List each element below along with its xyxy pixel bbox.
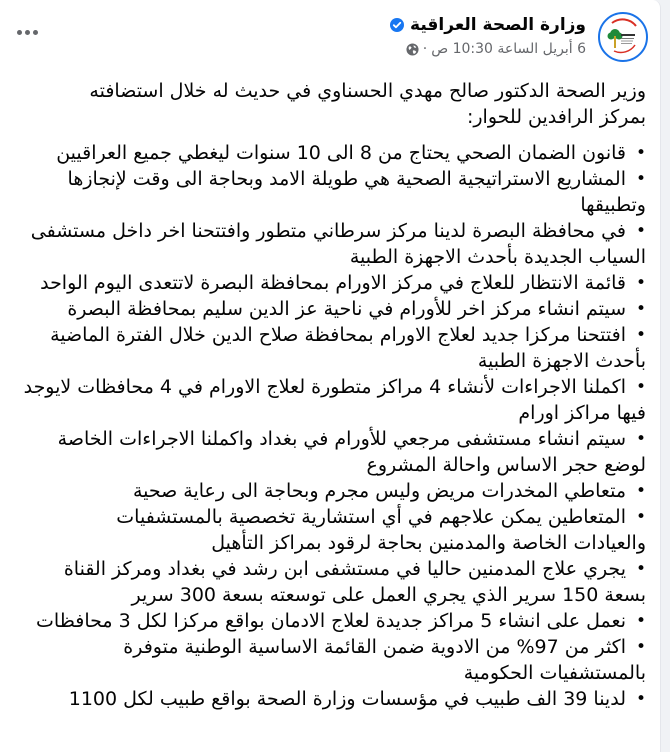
post-intro: وزير الصحة الدكتور صالح مهدي الحسناوي في حديث له خلال استضافته بمركز الرافدين للحوار: bbox=[89, 80, 646, 128]
more-options-icon bbox=[33, 30, 38, 35]
verified-badge-icon bbox=[390, 18, 404, 32]
page-scroll-gutter bbox=[661, 0, 670, 752]
post-body bbox=[6, 78, 646, 712]
bullet-item: • نعمل على انشاء 5 مراكز جديدة لعلاج الادمان بواقع مركزا لكل 3 محافظات bbox=[6, 608, 646, 634]
post-header bbox=[12, 12, 648, 68]
ministry-logo-icon bbox=[600, 14, 646, 60]
bullet-item: • اكثر من 97% من الادوية ضمن القائمة الاساسية الوطنية متوفرة بالمستشفيات الحكومية bbox=[6, 634, 646, 686]
bullet-item: • سيتم انشاء مستشفى مرجعي للأورام في بغداد واكملنا الاجراءات الخاصة لوضع حجر الاساس واحالة المشروع bbox=[6, 426, 646, 478]
bullet-item: • لدينا 39 الف طبيب في مؤسسات وزارة الصحة بواقع طبيب لكل 1100 bbox=[6, 686, 646, 712]
meta-separator: · bbox=[422, 41, 428, 57]
bullet-list bbox=[6, 140, 646, 712]
bullet-item: • المشاريع الاستراتيجية الصحية هي طويلة الامد وبحاجة الى وقت لإنجازها وتطبيقها bbox=[6, 166, 646, 218]
bullet-item: • في محافظة البصرة لدينا مركز سرطاني متطور وافتتحنا اخر داخل مستشفى السياب الجديدة بأحدث الاجهزة الطبية bbox=[6, 218, 646, 270]
bullet-item: • قائمة الانتظار للعلاج في مركز الاورام بمحافظة البصرة لاتتعدى اليوم الواحد bbox=[6, 270, 646, 296]
bullet-item: • يجري علاج المدمنين حاليا في مستشفى ابن رشد في بغداد ومركز القناة بسعة 150 سرير الذي يجري العمل على توسعته بسعة 300 سرير bbox=[6, 556, 646, 608]
bullet-item: • متعاطي المخدرات مريض وليس مجرم وبحاجة الى رعاية صحية bbox=[6, 478, 646, 504]
page-name[interactable]: وزارة الصحة العراقية bbox=[410, 15, 586, 35]
bullet-item: • المتعاطين يمكن علاجهم في أي استشارية تخصصية بالمستشفيات والعيادات الخاصة والمدمنين بحاجة لرقود بمراكز التأهيل bbox=[6, 504, 646, 556]
page-avatar[interactable] bbox=[598, 12, 648, 62]
globe-icon bbox=[406, 43, 419, 56]
bullet-item: • افتتحنا مركزا جديد لعلاج الاورام بمحافظة صلاح الدين خلال الفترة الماضية بأحدث الاجهزة الطبية bbox=[6, 322, 646, 374]
bullet-item: • قانون الضمان الصحي يحتاج من 8 الى 10 سنوات ليغطي جميع العراقيين bbox=[6, 140, 646, 166]
post-timestamp[interactable]: 6 أبريل الساعة 10:30 ص bbox=[431, 41, 586, 57]
bullet-item: • اكملنا الاجراءات لأنشاء 4 مراكز متطورة لعلاج الاورام في 4 محافظات لايوجد فيها مراكز اورام bbox=[6, 374, 646, 426]
page-info bbox=[390, 14, 586, 58]
more-options-button[interactable] bbox=[12, 22, 42, 42]
bullet-item: • سيتم انشاء مركز اخر للأورام في ناحية عز الدين سليم بمحافظة البصرة bbox=[6, 296, 646, 322]
